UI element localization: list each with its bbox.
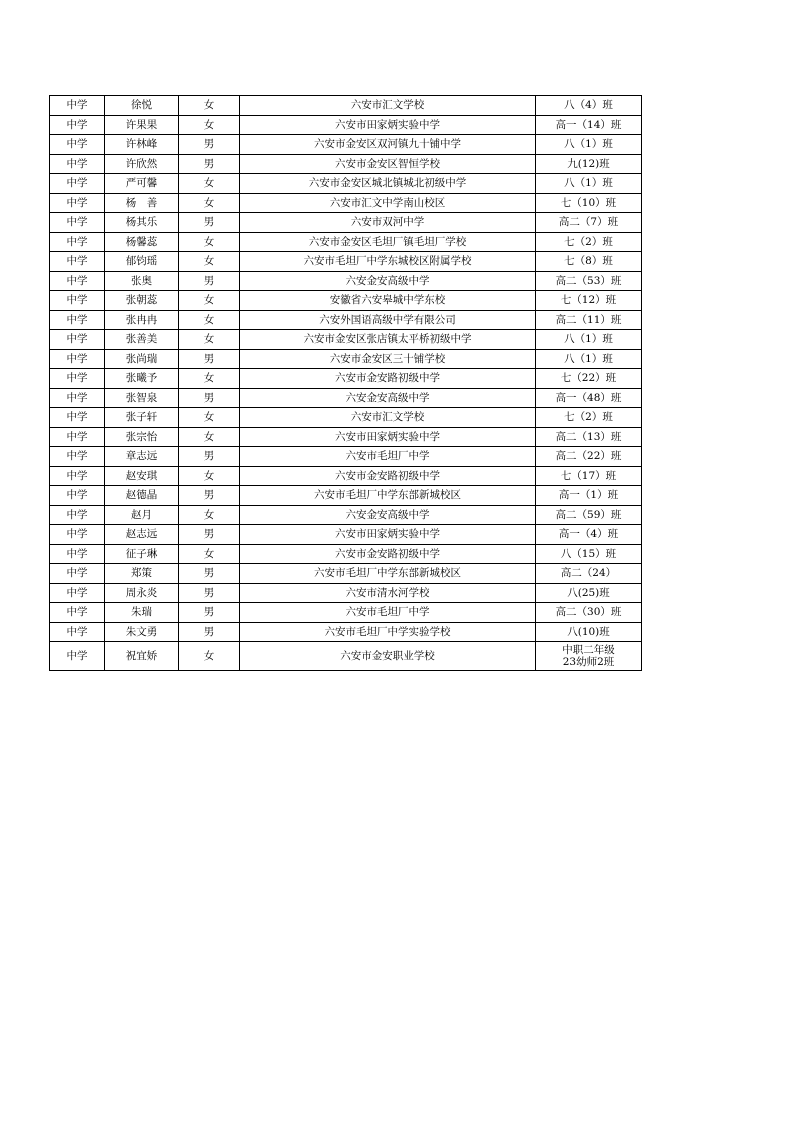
cell-gender: 女 <box>179 642 240 671</box>
table-row <box>50 369 642 389</box>
cell-class: 八（1）班 <box>536 174 642 194</box>
cell-name: 杨其乐 <box>105 213 179 233</box>
table-row <box>50 232 642 252</box>
table-row <box>50 583 642 603</box>
cell-level: 中学 <box>50 193 105 213</box>
cell-class: 高二（13）班 <box>536 427 642 447</box>
table-row <box>50 388 642 408</box>
cell-school: 六安市清水河学校 <box>240 583 536 603</box>
cell-school: 六安市毛坦厂中学 <box>240 603 536 623</box>
cell-class: 八（4）班 <box>536 96 642 116</box>
table-row <box>50 135 642 155</box>
cell-class: 八（1）班 <box>536 349 642 369</box>
cell-school: 六安市汇文学校 <box>240 96 536 116</box>
cell-class: 七（8）班 <box>536 252 642 272</box>
cell-school: 六安市汇文学校 <box>240 408 536 428</box>
cell-name: 杨 善 <box>105 193 179 213</box>
cell-gender: 男 <box>179 486 240 506</box>
cell-school: 六安市金安区三十铺学校 <box>240 349 536 369</box>
table-row <box>50 447 642 467</box>
cell-gender: 男 <box>179 154 240 174</box>
cell-class: 高二（53）班 <box>536 271 642 291</box>
cell-name: 张冉冉 <box>105 310 179 330</box>
cell-class: 高一（14）班 <box>536 115 642 135</box>
cell-gender: 女 <box>179 466 240 486</box>
cell-level: 中学 <box>50 388 105 408</box>
cell-name: 张子轩 <box>105 408 179 428</box>
cell-level: 中学 <box>50 349 105 369</box>
table-row <box>50 603 642 623</box>
cell-level: 中学 <box>50 252 105 272</box>
cell-gender: 女 <box>179 427 240 447</box>
cell-class: 高二（7）班 <box>536 213 642 233</box>
cell-school: 六安市金安路初级中学 <box>240 466 536 486</box>
table-row <box>50 213 642 233</box>
cell-gender: 女 <box>179 96 240 116</box>
cell-class: 高一（1）班 <box>536 486 642 506</box>
cell-level: 中学 <box>50 505 105 525</box>
cell-level: 中学 <box>50 96 105 116</box>
cell-level: 中学 <box>50 232 105 252</box>
cell-level: 中学 <box>50 447 105 467</box>
table-row <box>50 466 642 486</box>
cell-name: 赵月 <box>105 505 179 525</box>
cell-gender: 女 <box>179 330 240 350</box>
cell-school: 六安市金安区城北镇城北初级中学 <box>240 174 536 194</box>
cell-class: 中职二年级 23幼师2班 <box>536 642 642 671</box>
cell-level: 中学 <box>50 330 105 350</box>
cell-class: 七（10）班 <box>536 193 642 213</box>
cell-gender: 女 <box>179 174 240 194</box>
table-row <box>50 96 642 116</box>
cell-class: 高一（4）班 <box>536 525 642 545</box>
cell-level: 中学 <box>50 544 105 564</box>
cell-gender: 男 <box>179 349 240 369</box>
table-row <box>50 486 642 506</box>
cell-gender: 女 <box>179 115 240 135</box>
table-row <box>50 193 642 213</box>
cell-class: 七（2）班 <box>536 408 642 428</box>
table-row <box>50 642 642 671</box>
cell-name: 赵志远 <box>105 525 179 545</box>
cell-name: 张宗怡 <box>105 427 179 447</box>
table-row <box>50 505 642 525</box>
cell-gender: 女 <box>179 232 240 252</box>
table-row <box>50 525 642 545</box>
cell-level: 中学 <box>50 583 105 603</box>
cell-gender: 女 <box>179 310 240 330</box>
cell-school: 六安市汇文中学南山校区 <box>240 193 536 213</box>
cell-level: 中学 <box>50 525 105 545</box>
cell-class: 高二（30）班 <box>536 603 642 623</box>
cell-class: 七（12）班 <box>536 291 642 311</box>
cell-name: 张朝蕊 <box>105 291 179 311</box>
table-row <box>50 154 642 174</box>
cell-gender: 女 <box>179 291 240 311</box>
table-row <box>50 291 642 311</box>
cell-class: 九(12)班 <box>536 154 642 174</box>
cell-name: 张善美 <box>105 330 179 350</box>
cell-school: 六安金安高级中学 <box>240 505 536 525</box>
cell-class: 七（22）班 <box>536 369 642 389</box>
cell-class: 七（17）班 <box>536 466 642 486</box>
cell-level: 中学 <box>50 310 105 330</box>
cell-class: 高二（22）班 <box>536 447 642 467</box>
cell-class: 七（2）班 <box>536 232 642 252</box>
cell-name: 张奥 <box>105 271 179 291</box>
cell-school: 六安市金安职业学校 <box>240 642 536 671</box>
cell-gender: 男 <box>179 564 240 584</box>
cell-gender: 女 <box>179 544 240 564</box>
cell-school: 六安市毛坦厂中学东城校区附属学校 <box>240 252 536 272</box>
cell-school: 六安市金安路初级中学 <box>240 544 536 564</box>
table-row <box>50 115 642 135</box>
cell-name: 许林峰 <box>105 135 179 155</box>
cell-level: 中学 <box>50 622 105 642</box>
cell-school: 六安市毛坦厂中学 <box>240 447 536 467</box>
cell-class: 八（15）班 <box>536 544 642 564</box>
cell-school: 安徽省六安皋城中学东校 <box>240 291 536 311</box>
cell-school: 六安市田家炳实验中学 <box>240 525 536 545</box>
table-row <box>50 408 642 428</box>
cell-level: 中学 <box>50 642 105 671</box>
cell-level: 中学 <box>50 369 105 389</box>
cell-class: 八(25)班 <box>536 583 642 603</box>
cell-name: 严可馨 <box>105 174 179 194</box>
cell-name: 张尚瑞 <box>105 349 179 369</box>
cell-level: 中学 <box>50 174 105 194</box>
roster-body <box>50 96 642 671</box>
cell-level: 中学 <box>50 213 105 233</box>
cell-school: 六安市金安路初级中学 <box>240 369 536 389</box>
cell-level: 中学 <box>50 427 105 447</box>
table-row <box>50 330 642 350</box>
cell-level: 中学 <box>50 154 105 174</box>
cell-name: 赵安琪 <box>105 466 179 486</box>
student-roster-table <box>49 95 642 671</box>
cell-gender: 男 <box>179 525 240 545</box>
cell-school: 六安金安高级中学 <box>240 271 536 291</box>
cell-gender: 男 <box>179 213 240 233</box>
cell-name: 徐悦 <box>105 96 179 116</box>
cell-gender: 男 <box>179 583 240 603</box>
cell-name: 周永炎 <box>105 583 179 603</box>
cell-gender: 女 <box>179 193 240 213</box>
cell-school: 六安市毛坦厂中学东部新城校区 <box>240 486 536 506</box>
table-row <box>50 174 642 194</box>
cell-class: 八（1）班 <box>536 135 642 155</box>
cell-name: 章志远 <box>105 447 179 467</box>
cell-name: 赵德晶 <box>105 486 179 506</box>
cell-class: 高二（11）班 <box>536 310 642 330</box>
cell-name: 祝宜娇 <box>105 642 179 671</box>
cell-gender: 女 <box>179 408 240 428</box>
cell-level: 中学 <box>50 603 105 623</box>
cell-name: 郁钧瑶 <box>105 252 179 272</box>
cell-class: 高二（59）班 <box>536 505 642 525</box>
cell-level: 中学 <box>50 408 105 428</box>
cell-class: 高一（48）班 <box>536 388 642 408</box>
cell-level: 中学 <box>50 271 105 291</box>
cell-school: 六安市双河中学 <box>240 213 536 233</box>
table-row <box>50 427 642 447</box>
cell-name: 张智泉 <box>105 388 179 408</box>
cell-gender: 男 <box>179 388 240 408</box>
cell-school: 六安市金安区双河镇九十铺中学 <box>240 135 536 155</box>
table-row <box>50 271 642 291</box>
cell-name: 张曦予 <box>105 369 179 389</box>
cell-level: 中学 <box>50 291 105 311</box>
cell-gender: 男 <box>179 447 240 467</box>
cell-name: 朱文勇 <box>105 622 179 642</box>
table-row <box>50 622 642 642</box>
cell-school: 六安市毛坦厂中学实验学校 <box>240 622 536 642</box>
cell-gender: 男 <box>179 271 240 291</box>
cell-level: 中学 <box>50 135 105 155</box>
cell-school: 六安市金安区智恒学校 <box>240 154 536 174</box>
cell-school: 六安金安高级中学 <box>240 388 536 408</box>
cell-gender: 女 <box>179 252 240 272</box>
cell-gender: 女 <box>179 505 240 525</box>
cell-level: 中学 <box>50 564 105 584</box>
cell-name: 许欣然 <box>105 154 179 174</box>
cell-class: 高二（24） <box>536 564 642 584</box>
cell-gender: 女 <box>179 369 240 389</box>
cell-school: 六安市毛坦厂中学东部新城校区 <box>240 564 536 584</box>
cell-school: 六安市金安区毛坦厂镇毛坦厂学校 <box>240 232 536 252</box>
cell-gender: 男 <box>179 603 240 623</box>
cell-school: 六安外国语高级中学有限公司 <box>240 310 536 330</box>
table-row <box>50 252 642 272</box>
cell-level: 中学 <box>50 486 105 506</box>
table-row <box>50 564 642 584</box>
cell-name: 征子琳 <box>105 544 179 564</box>
cell-class: 八（1）班 <box>536 330 642 350</box>
cell-name: 许果果 <box>105 115 179 135</box>
cell-school: 六安市田家炳实验中学 <box>240 427 536 447</box>
cell-school: 六安市田家炳实验中学 <box>240 115 536 135</box>
cell-level: 中学 <box>50 466 105 486</box>
cell-school: 六安市金安区张店镇太平桥初级中学 <box>240 330 536 350</box>
cell-gender: 男 <box>179 135 240 155</box>
table-row <box>50 310 642 330</box>
cell-name: 朱瑞 <box>105 603 179 623</box>
cell-level: 中学 <box>50 115 105 135</box>
cell-name: 郑策 <box>105 564 179 584</box>
cell-gender: 男 <box>179 622 240 642</box>
cell-name: 杨馨蕊 <box>105 232 179 252</box>
table-row <box>50 349 642 369</box>
cell-class: 八(10)班 <box>536 622 642 642</box>
table-row <box>50 544 642 564</box>
